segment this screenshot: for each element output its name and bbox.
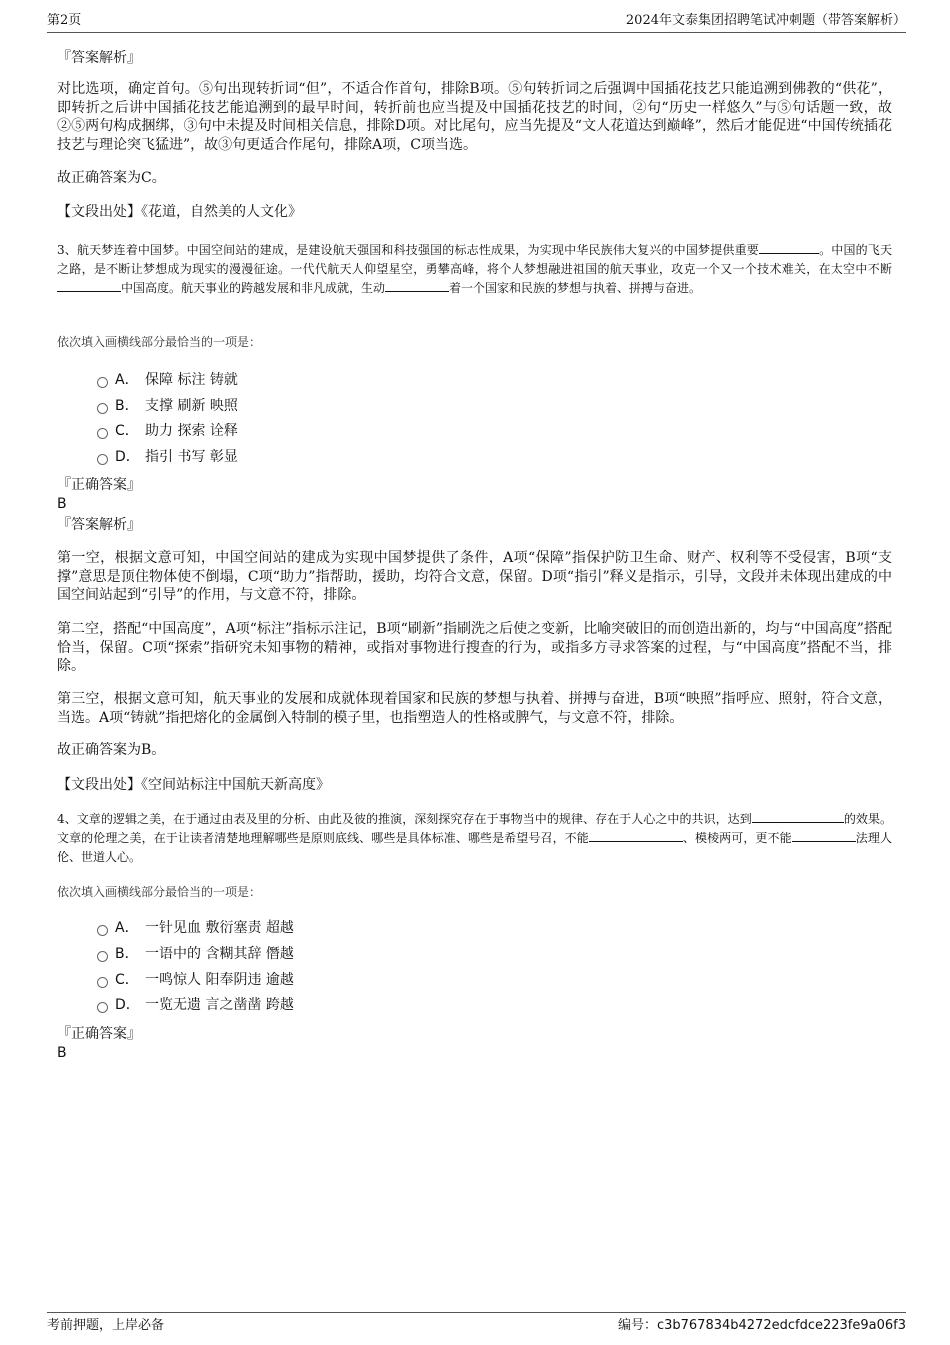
q4-option-c[interactable]: C． 一鸣惊人 阳奉阴违 逾越 <box>97 970 294 990</box>
q3-answer-label: 『正确答案』 <box>57 477 141 493</box>
q4-stem-part3: 、模棱两可，更不能 <box>682 831 792 845</box>
page-number: 第2页 <box>47 13 82 28</box>
q3-answer: B <box>57 496 67 512</box>
radio-icon[interactable] <box>97 377 108 388</box>
q4-stem-part1: 4、文章的逻辑之美，在于通过由表及里的分析、由此及彼的推演，深刻探究存在于事物当中的规律、存在于人心之中的共识，达到 <box>57 812 752 826</box>
q3-analysis-3: 第三空，根据文意可知，航天事业的发展和成就体现着国家和民族的梦想与执着、拼搏与奋进，B项“映照”指呼应、照射，符合文意，当选。A项“铸就”指把熔化的金属倒入特制的模子里，也指塑造人的性格或脾气，与文意不符，排除。 <box>57 691 892 726</box>
page-footer <box>47 1312 906 1335</box>
q3-source: 【文段出处】《空间站标注中国航天新高度》 <box>57 777 330 793</box>
document-title: 2024年文泰集团招聘笔试冲刺题（带答案解析） <box>625 13 906 28</box>
q4-stem-part4: 法理人伦、世道人心。 <box>57 831 892 864</box>
q4-blank-1 <box>752 810 844 823</box>
q2-analysis-label: 『答案解析』 <box>57 50 141 66</box>
q3-analysis-label: 『答案解析』 <box>57 517 141 533</box>
radio-icon[interactable] <box>97 951 108 962</box>
q4-blank-3 <box>792 829 856 842</box>
footer-code <box>618 1316 906 1336</box>
q3-analysis-2: 第二空，搭配“中国高度”，A项“标注”指标示注记，B项“刷新”指刷洗之后使之变新，比喻突破旧的而创造出新的，均与“中国高度”搭配恰当，保留。C项“探索”指研究未知事物的精神，或指对事物进行搜查的行为，或指多方寻求答案的过程，与“中国高度”搭配不当，排除。 <box>57 621 892 674</box>
q2-conclusion: 故正确答案为C。 <box>57 170 166 186</box>
q3-analysis-1: 第一空，根据文意可知，中国空间站的建成为实现中国梦提供了条件，A项“保障”指保护防卫生命、财产、权利等不受侵害，B项“支撑”意思是顶住物体使不倒塌，C项“助力”指帮助，援助，均符合文意，保留。D项“指引”释义是指示，引导，文段并未体现出建成的中国空间站起到“引导”的作用，与文意不符，排除。 <box>57 550 892 603</box>
q4-answer-label: 『正确答案』 <box>57 1026 141 1042</box>
radio-icon[interactable] <box>97 403 108 414</box>
q3-blank-3 <box>385 279 449 292</box>
q2-analysis-text: 对比选项，确定首句。⑤句出现转折词“但”，不适合作首句，排除B项。⑤句转折词之后强调中国插花技艺只能追溯到佛教的“供花”，即转折之后讲中国插花技艺能追溯到的最早时间，转折前也应当提及中国插花技艺的时间，②句“历史一样悠久”与⑤句话题一致，故②⑤两句构成捆绑，③句中未提及时间相关信息，排除D项。对比尾句，应当先提及“文人花道达到巅峰”，然后才能促进“中国传统插花技艺与理论突飞猛进”，故③句更适合作尾句，排除A项，C项当选。 <box>57 81 892 153</box>
radio-icon[interactable] <box>97 977 108 988</box>
q4-answer: B <box>57 1045 67 1061</box>
footer-code-label: 编号： <box>617 1318 657 1333</box>
radio-icon[interactable] <box>97 454 108 465</box>
q3-blank-1 <box>759 241 819 254</box>
radio-icon[interactable] <box>97 925 108 936</box>
q3-stem-part3: 中国高度。航天事业的跨越发展和非凡成就，生动 <box>121 281 386 295</box>
q3-ask: 依次填入画横线部分最恰当的一项是： <box>57 335 262 349</box>
radio-icon[interactable] <box>97 428 108 439</box>
q3-stem-part1: 3、航天梦连着中国梦。中国空间站的建成，是建设航天强国和科技强国的标志性成果，为实现中华民族伟大复兴的中国梦提供重要 <box>57 243 759 257</box>
q4-option-a[interactable]: A． 一针见血 敷衍塞责 超越 <box>97 918 294 938</box>
footer-slogan: 考前押题，上岸必备 <box>47 1318 165 1333</box>
q3-option-b[interactable]: B． 支撑 刷新 映照 <box>97 396 238 416</box>
q3-option-c[interactable]: C． 助力 探索 诠释 <box>97 421 238 441</box>
page-header <box>47 12 906 33</box>
q2-source: 【文段出处】《花道，自然美的人文化》 <box>57 204 302 220</box>
q3-option-d[interactable]: D． 指引 书写 彰显 <box>97 447 238 467</box>
q4-option-b[interactable]: B． 一语中的 含糊其辞 僭越 <box>97 944 294 964</box>
q4-option-d[interactable]: D． 一览无遗 言之凿凿 跨越 <box>97 995 294 1015</box>
q3-option-a[interactable]: A． 保障 标注 铸就 <box>97 370 238 390</box>
q3-blank-2 <box>57 279 121 292</box>
radio-icon[interactable] <box>97 1002 108 1013</box>
q3-stem-part2: 。中国的飞天之路，是不断让梦想成为现实的漫漫征途。一代代航天人仰望星空，勇攀高峰，将个人梦想融进祖国的航天事业，攻克一个又一个技术难关，在太空中不断 <box>57 243 892 276</box>
footer-code-value: c3b767834b4272edcfdce223fe9a06f3 <box>656 1318 906 1333</box>
q3-conclusion: 故正确答案为B。 <box>57 742 166 758</box>
q3-stem-part4: 着一个国家和民族的梦想与执着、拼搏与奋进。 <box>449 281 702 295</box>
q3-stem <box>57 241 892 298</box>
q4-ask: 依次填入画横线部分最恰当的一项是： <box>57 885 262 899</box>
q4-stem-part2: 的效果。文章的伦理之美，在于让读者清楚地理解哪些是原则底线、哪些是具体标准、哪些是希望号召，不能 <box>57 812 892 845</box>
q4-stem <box>57 810 892 867</box>
q4-blank-2 <box>589 829 683 842</box>
